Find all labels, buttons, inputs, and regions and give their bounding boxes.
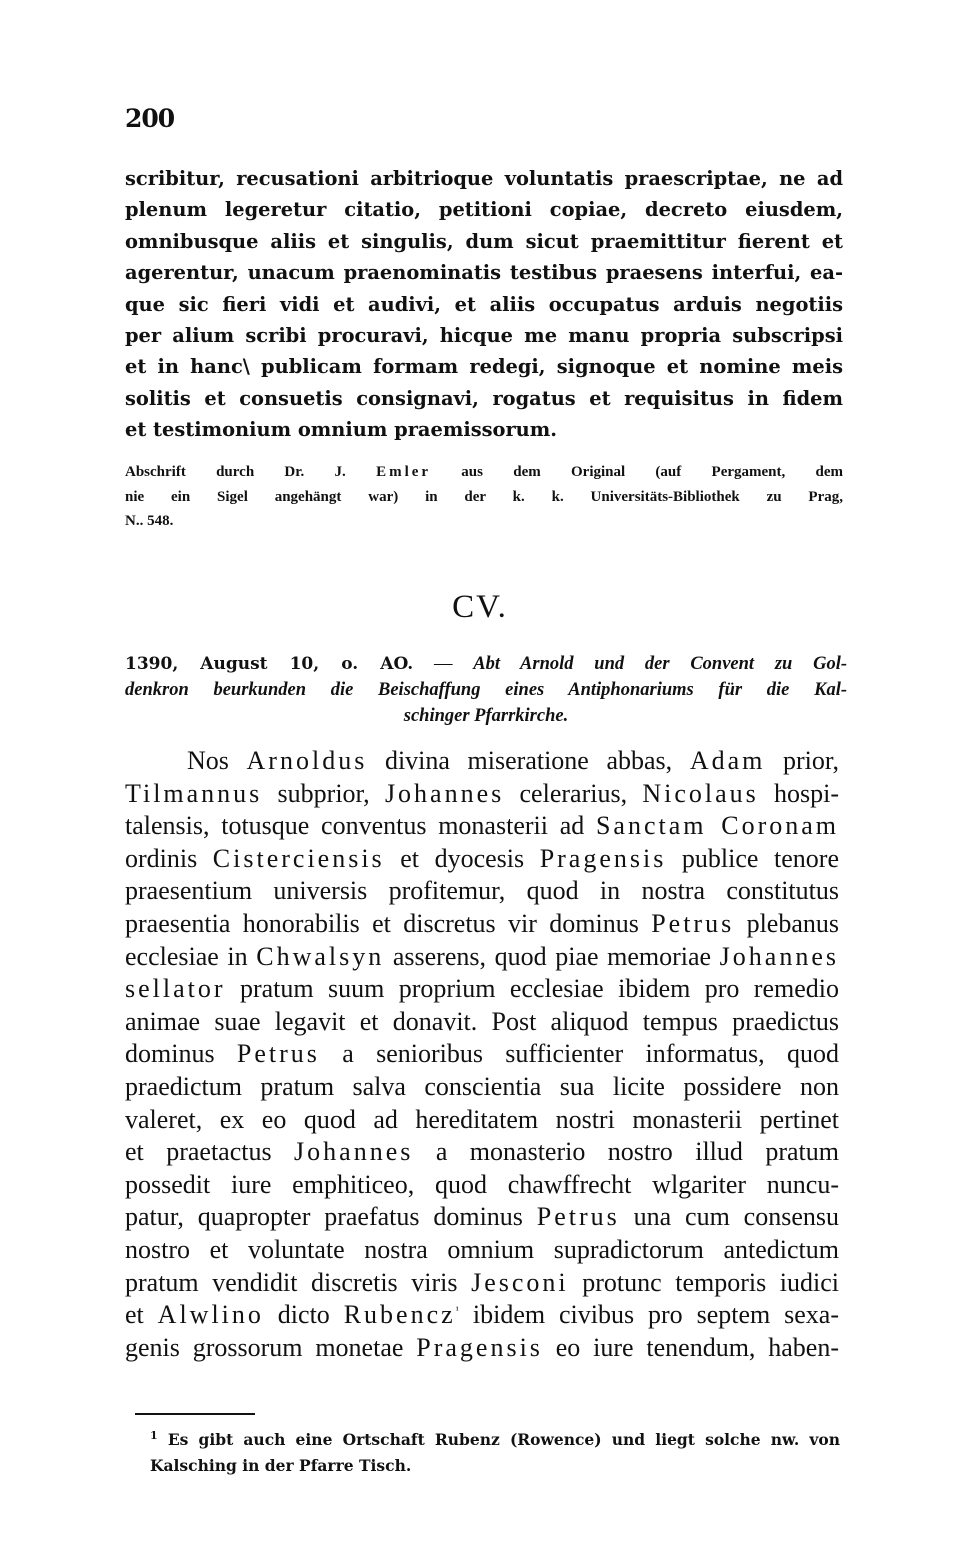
- note-line: [125, 485, 843, 510]
- text-line: [125, 1169, 839, 1202]
- note-text: nie ein Sigel angehängt war) in der k. k. Universitäts-Bibliothek zu Prag,: [125, 488, 843, 505]
- text-line: [125, 1071, 839, 1104]
- footnote-text-1: Es gibt auch eine Ortschaft Rubenz (Rowence) und liegt solche nw. von: [167, 1430, 840, 1449]
- spaced-name: Johannes: [719, 941, 839, 971]
- note-text: N.. 548.: [125, 513, 174, 529]
- text-segment: patur, quapropter praefatus dominus: [125, 1202, 537, 1232]
- text-segment: et praetactus: [125, 1137, 295, 1167]
- footnote-line-1: [150, 1427, 840, 1453]
- text-segment: valeret, ex eo quod ad hereditatem nostri monasterii pertinet: [125, 1104, 839, 1134]
- text-segment: subprior,: [262, 778, 385, 808]
- note-name: Emler: [376, 464, 432, 480]
- heading-dash: —: [433, 654, 453, 674]
- text-segment: animae suae legavit et donavit. Post aliquod tempus praedictus: [125, 1006, 839, 1036]
- spaced-name: sellator: [125, 974, 226, 1004]
- text-segment: ordinis: [125, 843, 213, 873]
- text-segment: possedit iure emphiticeo, quod chawffrecht wlgariter nuncu-: [125, 1169, 839, 1199]
- text-line: agerentur, unacum praenominatis testibus praesens interfui, ea-: [125, 261, 843, 285]
- footnote: [150, 1427, 840, 1479]
- text-line: [125, 1136, 839, 1169]
- spaced-name: Adam: [689, 746, 766, 775]
- text-line: [125, 1104, 839, 1137]
- heading-title-line-1: Abt Arnold und der Convent zu Gol-: [473, 654, 847, 674]
- spaced-name: Petrus: [236, 1039, 320, 1069]
- text-segment: publice tenore: [666, 843, 839, 873]
- text-line: [125, 1038, 839, 1071]
- spaced-name: Johannes: [384, 778, 505, 808]
- heading-date: 1390, August 10, o. AO.: [125, 654, 414, 674]
- spaced-name: Chwalsyn: [256, 941, 385, 971]
- text-line: [125, 973, 839, 1006]
- text-segment: talensis, totusque conventus monasterii ad: [125, 811, 596, 841]
- text-line: [125, 810, 839, 843]
- text-segment: et: [125, 1300, 158, 1330]
- heading-title-line-2: denkron beurkunden die Beischaffung eines Antiphonariums für die Kal-: [125, 680, 847, 700]
- heading-line-2: [125, 677, 847, 703]
- spaced-name: Pragensis: [539, 843, 667, 873]
- note-text: Abschrift durch Dr. J.: [125, 464, 377, 480]
- footnote-reference: ¹: [455, 1304, 459, 1317]
- text-segment: celerarius,: [504, 778, 643, 808]
- text-segment: divina miseratione abbas,: [367, 746, 690, 775]
- text-segment: pratum vendidit discretis viris: [125, 1267, 472, 1297]
- spaced-name: Alwlino: [157, 1300, 264, 1330]
- text-segment: praedictum pratum salva conscientia sua licite possidere non: [125, 1071, 839, 1101]
- text-segment: eo iure tenendum, haben-: [542, 1332, 839, 1362]
- document-heading: [125, 651, 847, 729]
- text-segment: asserens, quod piae memoriae: [384, 941, 720, 971]
- main-paragraph: [125, 745, 839, 1364]
- text-segment: hospi-: [758, 778, 840, 808]
- text-line: omnibusque aliis et singulis, dum sicut praemittitur fierent et: [125, 229, 843, 253]
- spaced-name: Pragensis: [416, 1332, 543, 1362]
- text-line: plenum legeretur citatio, petitioni copiae, decreto eiusdem,: [125, 198, 843, 222]
- text-segment: a monasterio nostro illud pratum: [413, 1137, 839, 1167]
- spaced-name: Nicolaus: [642, 778, 759, 808]
- text-segment: pratum suum proprium ecclesiae ibidem pro remedio: [225, 974, 839, 1004]
- continuation-paragraph: [125, 163, 843, 446]
- footnote-rule: [135, 1413, 255, 1415]
- spaced-name: Jesconi: [471, 1267, 569, 1297]
- text-line: solitis et consuetis consignavi, rogatus et requisitus in fidem: [125, 386, 843, 410]
- text-segment: nostro et voluntate nostra omnium supradictorum antedictum: [125, 1234, 839, 1264]
- note-line: [125, 460, 843, 485]
- text-line: [125, 1201, 839, 1234]
- text-line: [125, 941, 839, 974]
- text-line: et in hanc\ publicam formam redegi, signoque et nomine meis: [125, 355, 843, 379]
- text-segment: ecclesiae in: [125, 941, 257, 971]
- spaced-name: Sanctam Coronam: [595, 811, 839, 841]
- text-segment: et dyocesis: [384, 843, 540, 873]
- page-number: 200: [125, 104, 175, 133]
- spaced-name: Johannes: [294, 1137, 414, 1167]
- text-line: et testimonium omnium praemissorum.: [125, 418, 558, 442]
- spaced-name: Tilmannus: [125, 778, 263, 808]
- note-text: aus dem Original (auf Pergament, dem: [431, 464, 844, 480]
- text-segment: una cum consensu: [619, 1202, 839, 1232]
- text-line: scribitur, recusationi arbitrioque voluntatis praescriptae, ne ad: [125, 167, 843, 190]
- spaced-name: Petrus: [651, 908, 735, 938]
- source-note: [125, 460, 843, 534]
- text-line: que sic fieri vidi et audivi, et aliis occupatus arduis negotiis: [125, 292, 843, 316]
- text-line: [125, 908, 839, 941]
- text-line: [125, 778, 839, 811]
- text-segment: dominus: [125, 1039, 237, 1069]
- text-segment: a senioribus sufficienter informatus, quod: [319, 1039, 839, 1069]
- text-segment: dicto: [263, 1300, 344, 1330]
- text-line: [125, 1006, 839, 1039]
- text-segment: Nos: [187, 746, 247, 775]
- spaced-name: Cisterciensis: [212, 843, 385, 873]
- spaced-name: Rubencz: [343, 1300, 456, 1330]
- heading-line-1: [125, 651, 847, 677]
- text-segment: plebanus: [734, 908, 839, 938]
- note-line: [125, 509, 843, 534]
- text-line: [125, 1267, 839, 1300]
- text-line: [125, 1299, 839, 1332]
- text-segment: ibidem civibus pro septem sexa-: [458, 1300, 839, 1330]
- text-line: [125, 843, 839, 876]
- heading-line-3: [125, 703, 847, 729]
- text-segment: prior,: [765, 746, 839, 775]
- heading-title-line-3: schinger Pfarrkirche.: [403, 706, 569, 726]
- text-segment: praesentium universis profitemur, quod in nostra constitutus: [125, 876, 839, 906]
- footnote-line-2: Kalsching in der Pfarre Tisch.: [150, 1456, 412, 1475]
- chapter-number: CV.: [452, 589, 508, 625]
- text-segment: genis grossorum monetae: [125, 1332, 417, 1362]
- text-segment: protunc temporis iudici: [568, 1267, 839, 1297]
- text-line: [125, 1332, 839, 1365]
- text-line: [125, 875, 839, 908]
- text-segment: praesentia honorabilis et discretus vir dominus: [125, 908, 652, 938]
- spaced-name: Arnoldus: [246, 746, 368, 775]
- text-line: [125, 745, 839, 778]
- spaced-name: Petrus: [536, 1202, 620, 1232]
- text-line: per alium scribi procuravi, hicque me manu propria subscripsi: [125, 324, 843, 348]
- text-line: [125, 1234, 839, 1267]
- footnote-marker: 1: [150, 1428, 158, 1442]
